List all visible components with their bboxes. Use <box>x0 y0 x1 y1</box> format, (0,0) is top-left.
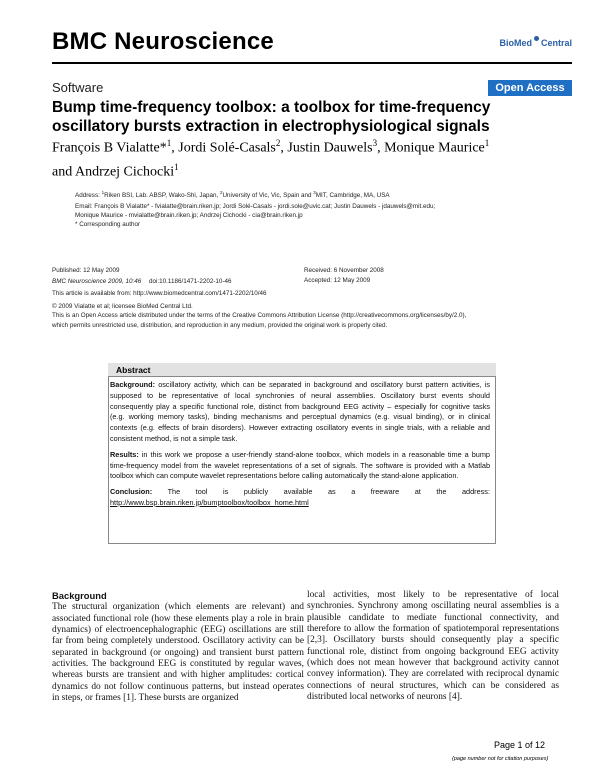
author-name: Jordi Solé-Casals <box>178 140 276 156</box>
published-date: Published: 12 May 2009 <box>52 267 120 274</box>
title-line-1: Bump time-frequency toolbox: a toolbox for time-frequency <box>52 99 491 116</box>
abstract-heading: Abstract <box>108 363 496 377</box>
email-line-1: Email: François B Vialatte* - fvialatte@brain.riken.jp; Jordi Solé-Casals - jordi.sole@uvic.cat; Justin Dauwels - jdauwels@mit.edu; <box>75 203 436 210</box>
section-type: Software <box>52 80 104 95</box>
author-affil: 1 <box>166 138 172 148</box>
author-list: François B Vialatte*$^1$, Jordi Solé-Casals$^2$, Justin Dauwels$^3$, Monique Maurice$^1$ and Andrzej Cichocki$^1$ <box>52 138 490 180</box>
corresponding-author: * Corresponding author <box>75 221 141 228</box>
page-number: Page 1 of 12 <box>494 740 546 750</box>
journal-header <box>52 28 572 62</box>
publisher-name-part1: BioMed <box>499 38 532 48</box>
available-url[interactable]: This article is available from: http://www.biomedcentral.com/1471-2202/10/46 <box>52 290 267 297</box>
author-affil: 1 <box>484 138 490 148</box>
doi[interactable]: doi:10.1186/1471-2202-10-46 <box>149 278 232 285</box>
author-affil: 3 <box>372 138 378 148</box>
author-name: Andrzej Cichocki <box>74 164 175 180</box>
citation <box>52 277 232 287</box>
abstract-body <box>110 380 490 514</box>
publisher-name-part2: Central <box>540 38 572 48</box>
journal-title: BMC Neuroscience <box>52 28 274 55</box>
copyright: © 2009 Vialatte et al; licensee BioMed Central Ltd. <box>52 303 193 310</box>
license-line-2: which permits unrestricted use, distribution, and reproduction in any medium, provided the original work is properly cited. <box>52 322 388 329</box>
page-number-note: (page number not for citation purposes) <box>452 756 549 762</box>
abstract-background: Background: oscillatory activity, which can be separated in background and oscillatory burst pattern activities, is supposed to be representative of local synchronies of neural assemblies. Oscillatory burst events should consequently play a specific functional role, distinct from background EEG activity – especially for cognitive tasks (e.g. working memory tasks), binding mechanisms and perceptual dynamics (e.g. visual binding), or in clinical contexts (e.g. effects of brain disorders). However extracting oscillatory events in single trials, with a reliable and consistent method, is not a simple task. <box>110 380 490 443</box>
open-access-badge: Open Access <box>488 80 572 96</box>
header-rule <box>52 62 572 64</box>
logo-dot-icon <box>534 36 539 41</box>
biomed-central-logo <box>499 38 572 48</box>
title-line-2: oscillatory bursts extraction in electrophysiological signals <box>52 118 490 135</box>
email-block <box>75 202 575 229</box>
body-column-right <box>307 590 559 703</box>
author-name: Monique Maurice <box>384 140 485 156</box>
body-text-left: The structural organization (which elements are relevant) and associated functional role (how these elements play a role in brain dynamics) of electroencephalographic (EEG) oscillations are still far from being completely understood. Oscillatory activity can be separated in background (or ongoing) and transient burst pattern activities. The background EEG is constituted by regular waves, whereas bursts are transient and with higher amplitudes: cortical dynamics do not follow continuous patterns, but instead operates in steps, or frames [1]. These bursts are organized <box>52 602 304 704</box>
license-line-1: This is an Open Access article distributed under the terms of the Creative Commons Attribution License (http://creativecommons.org/licenses/by/2.0), <box>52 312 467 319</box>
author-name: François B Vialatte* <box>52 140 167 156</box>
body-column-left <box>52 590 304 704</box>
address-block: Address: $^1$Riken BSI, Lab. ABSP, Wako-Shi, Japan, $^2$University of Vic, Vic, Spain and $^3$MIT, Cambridge, MA, USA <box>75 190 390 200</box>
article-title <box>52 98 572 136</box>
author-name: Justin Dauwels <box>287 140 373 156</box>
body-text-right: local activities, most likely to be representative of local synchronies. Synchrony among oscillating neural assemblies is a plausible candidate to mediate functional connectivity, and therefore to allow the formation of spatiotemporal representations [2,3]. Oscillatory bursts should consequently play a specific functional role, distinct from ongoing background EEG activity (which does not mean however that background activity cannot convey information). They are correlated with reciprocal dynamic connections of neural structures, which can be considered as distributed local networks of neurons [4]. <box>307 590 559 703</box>
section-heading-background: Background <box>52 590 107 601</box>
citation-text: BMC Neuroscience 2009, 10:46 <box>52 278 142 285</box>
abstract-conclusion: Conclusion: The tool is publicly available as a freeware at the address: http://www.bsp.brain.riken.jp/bumptoolbox/toolbox_home.html <box>110 487 490 507</box>
received-date: Received: 6 November 2008 <box>304 267 384 274</box>
email-line-2: Monique Maurice - mvialatte@brain.riken.jp; Andrzej Cichocki - cia@brain.riken.jp <box>75 212 303 219</box>
abstract-results: Results: in this work we propose a user-friendly stand-alone toolbox, which models in a reasonable time a bump time-frequency model from the wavelet representations of a set of signals. The software is provided with a Matlab toolbox which can compute wavelet representations before calling automatically the stand-alone application. <box>110 449 490 481</box>
author-affil: 2 <box>275 138 281 148</box>
license-text <box>52 311 572 331</box>
accepted-date: Accepted: 12 May 2009 <box>304 277 371 284</box>
toolbox-link[interactable]: http://www.bsp.brain.riken.jp/bumptoolbox/toolbox_home.html <box>110 497 309 507</box>
author-affil: 1 <box>174 161 179 172</box>
